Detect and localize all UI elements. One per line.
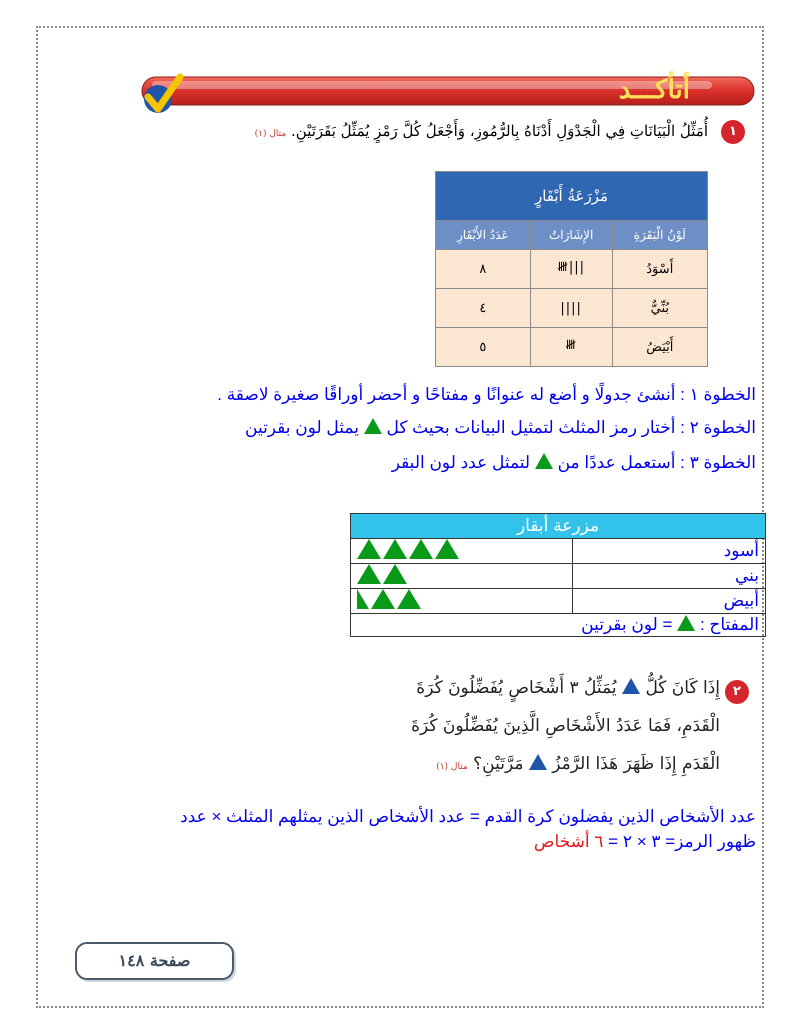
- triangle-icon: [357, 539, 381, 559]
- triangle-icon: [383, 564, 407, 584]
- pictograph-row: [351, 564, 766, 589]
- section-banner: [140, 73, 760, 109]
- table-row: [436, 289, 708, 328]
- example-ref: مثال (١): [436, 762, 468, 772]
- half-triangle-icon: [357, 589, 369, 609]
- triangle-icon: [677, 615, 695, 631]
- q2-text: مَرَّتَيْنِ؟: [473, 754, 524, 774]
- cow-count: ٤: [436, 289, 531, 328]
- triangle-icon: [529, 754, 547, 770]
- step-3-text-a: الخطوة ٣ : أستعمل عددًا من: [557, 453, 756, 472]
- banner-title: أتأكـــد: [618, 75, 690, 105]
- q2-text: إِذَا كَانَ كُلُّ: [645, 678, 720, 698]
- step-2: [245, 418, 756, 438]
- tally-table: [435, 171, 708, 367]
- row-label: بني: [573, 564, 766, 589]
- question-2-line-3: [436, 754, 720, 774]
- column-header: عَدَدُ الأَبْقَارِ: [436, 221, 531, 250]
- key-value: = لون بقرتين: [581, 615, 673, 634]
- example-ref: مثال (١): [254, 129, 287, 139]
- cow-color: أَسْوَدُ: [612, 250, 707, 289]
- pictograph-key: [351, 614, 766, 637]
- cow-count: ٨: [436, 250, 531, 289]
- key-cell: [351, 614, 766, 637]
- question-number: ٢: [725, 680, 749, 704]
- cow-count: ٥: [436, 328, 531, 367]
- triangle-icon: [357, 564, 381, 584]
- symbol-cell: [351, 589, 573, 614]
- table-row: [436, 328, 708, 367]
- cow-color: أَبْيَضُ: [612, 328, 707, 367]
- q2-text: الْقَدَمِ إِذَا ظَهَرَ هَذَا الرَّمْزُ: [552, 754, 720, 774]
- step-1: الخطوة ١ : أنشئ جدولًا و أضع له عنوانًا و مفتاحًا و أحضر أوراقًا صغيرة لاصقة .: [217, 385, 756, 404]
- question-text: [255, 122, 708, 140]
- step-2-text-a: الخطوة ٢ : أختار رمز المثلث لتمثيل البيانات بحيث كل: [386, 418, 756, 437]
- pictograph-row: [351, 589, 766, 614]
- row-label: أسود: [573, 539, 766, 564]
- triangle-icon: [371, 589, 395, 609]
- checkmark-icon: [140, 73, 184, 117]
- pictograph-table: [350, 513, 766, 637]
- q2-text: يُمَثِّلُ ٣ أَشْخَاصٍ يُفَضِّلُونَ كُرَةَ: [416, 678, 617, 698]
- triangle-icon: [383, 539, 407, 559]
- triangle-icon: [622, 678, 640, 694]
- cow-color: بُنِّيٌّ: [612, 289, 707, 328]
- triangle-icon: [364, 418, 382, 434]
- tally-marks: 𝍸: [530, 328, 612, 367]
- table-row: [436, 250, 708, 289]
- column-header: لَوْنُ الْبَقَرَةِ: [612, 221, 707, 250]
- symbol-cell: [351, 539, 573, 564]
- step-3-text-b: لتمثل عدد لون البقر: [391, 453, 531, 472]
- answer-text: ظهور الرمز= ٣ × ٢ =: [608, 832, 756, 851]
- question-1-text: أُمَثِّلُ الْبَيَانَاتِ فِي الْجَدْوَلِ أَدْنَاهُ بِالرُّمُوزِ، وَأَجْعَلُ كُلَّ رَمْزٍ يُمَثِّلُ بَقَرَتَيْنِ.: [290, 122, 708, 140]
- triangle-icon: [409, 539, 433, 559]
- tally-marks: ||||: [530, 289, 612, 328]
- key-label: المفتاح :: [699, 615, 759, 634]
- symbol-cell: [351, 564, 573, 589]
- step-2-text-b: يمثل لون بقرتين: [245, 418, 359, 437]
- row-label: أبيض: [573, 589, 766, 614]
- answer-line-1: عدد الأشخاص الذين يفضلون كرة القدم = عدد الأشخاص الذين يمثلهم المثلث × عدد: [180, 807, 756, 826]
- pictograph-row: [351, 539, 766, 564]
- tally-marks: |||𝍸: [530, 250, 612, 289]
- step-3: [392, 453, 756, 473]
- question-2-line-1: [416, 678, 720, 698]
- question-number: ١: [721, 120, 745, 144]
- table-title: مَزْرَعَةُ أَبْقَارٍ: [436, 172, 708, 221]
- triangle-icon: [535, 453, 553, 469]
- triangle-icon: [397, 589, 421, 609]
- column-header: الإِشَارَاتُ: [530, 221, 612, 250]
- pictograph-title: مزرعة أبقار: [351, 514, 766, 539]
- question-2-line-2: الْقَدَمِ، فَمَا عَدَدُ الأَشْخَاصِ الَّذِينَ يُفَضِّلُونَ كُرَةَ: [411, 716, 720, 736]
- answer-result: ٦ أشخاص: [533, 832, 604, 851]
- answer-line-2: [40, 830, 756, 854]
- triangle-icon: [435, 539, 459, 559]
- page-number: صفحة ١٤٨: [75, 942, 234, 980]
